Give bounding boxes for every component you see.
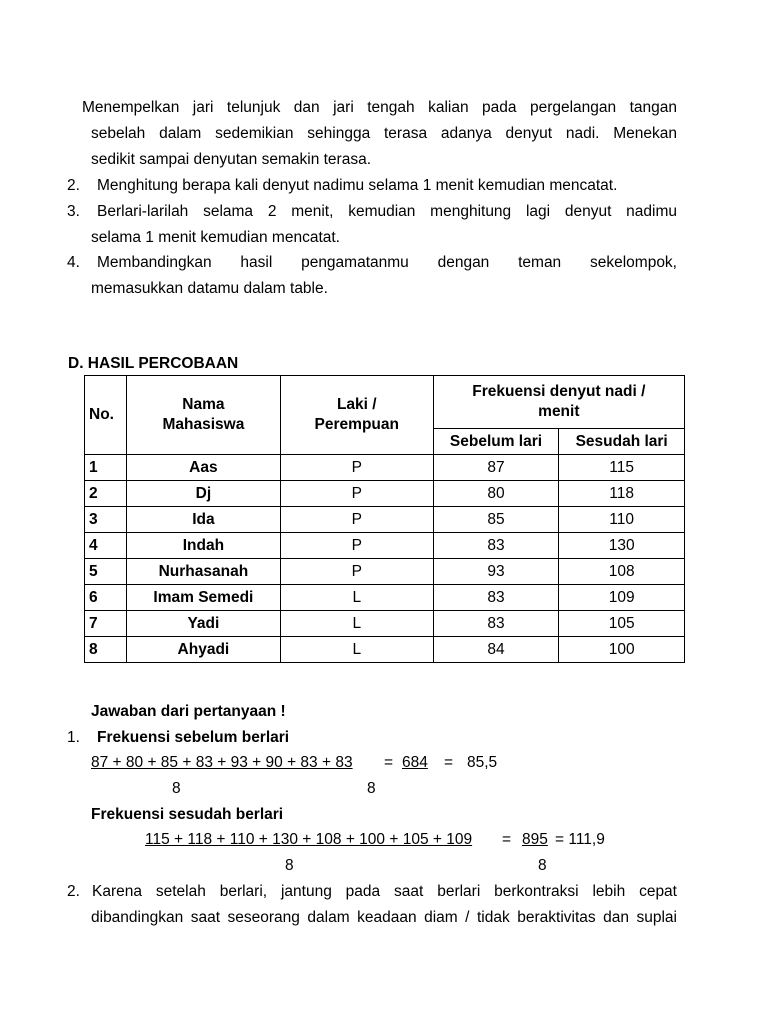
answer1-equals2: = xyxy=(444,754,454,771)
step4-line1: Membandingkan hasil pengamatanmu dengan teman sekelompok, xyxy=(97,254,677,271)
row-after: 108 xyxy=(559,559,685,585)
answers-heading: Jawaban dari pertanyaan ! xyxy=(91,703,286,720)
header-after: Sesudah lari xyxy=(559,429,685,455)
row-after: 118 xyxy=(559,481,685,507)
row-before: 93 xyxy=(433,559,559,585)
row-gender: P xyxy=(280,455,433,481)
row-name: Dj xyxy=(126,481,280,507)
answer1b-expression: 115 + 118 + 110 + 130 + 108 + 100 + 105 + 109 xyxy=(145,831,473,848)
results-table xyxy=(84,375,685,663)
row-after: 110 xyxy=(559,507,685,533)
row-number: 2 xyxy=(85,481,127,507)
row-name: Nurhasanah xyxy=(126,559,280,585)
row-name: Indah xyxy=(126,533,280,559)
table-row xyxy=(85,559,685,585)
answer2-number: 2. xyxy=(67,883,80,900)
row-before: 83 xyxy=(433,611,559,637)
row-after: 105 xyxy=(559,611,685,637)
step1-line2: sebelah dalam sedemikian sehingga terasa adanya denyut nadi. Menekan xyxy=(91,125,677,142)
answer2-line2: dibandingkan saat seseorang dalam keadaan diam / tidak beraktivitas dan suplai xyxy=(91,909,677,926)
row-name: Ahyadi xyxy=(126,637,280,663)
row-gender: L xyxy=(280,611,433,637)
header-nama: Nama Mahasiswa xyxy=(126,376,280,455)
answer1-denominator2: 8 xyxy=(367,780,376,797)
table-row xyxy=(85,585,685,611)
answer1-result: 85,5 xyxy=(467,754,498,771)
table-row xyxy=(85,455,685,481)
row-name: Ida xyxy=(126,507,280,533)
step4-line2: memasukkan datamu dalam table. xyxy=(91,280,328,297)
answer1-expression: 87 + 80 + 85 + 83 + 93 + 90 + 83 + 83 xyxy=(91,754,353,771)
row-gender: L xyxy=(280,637,433,663)
row-number: 8 xyxy=(85,637,127,663)
answer1b-sum: 895 xyxy=(522,831,548,848)
row-before: 84 xyxy=(433,637,559,663)
row-gender: P xyxy=(280,559,433,585)
header-no: No. xyxy=(85,376,127,455)
row-before: 83 xyxy=(433,533,559,559)
header-gender: Laki / Perempuan xyxy=(280,376,433,455)
row-after: 115 xyxy=(559,455,685,481)
row-number: 3 xyxy=(85,507,127,533)
table-row xyxy=(85,611,685,637)
table-row xyxy=(85,507,685,533)
row-name: Aas xyxy=(126,455,280,481)
row-name: Imam Semedi xyxy=(126,585,280,611)
answer1-equals1: = xyxy=(384,754,394,771)
table-row xyxy=(85,637,685,663)
answer1b-result: = 111,9 xyxy=(555,831,605,848)
row-gender: P xyxy=(280,533,433,559)
table-row xyxy=(85,533,685,559)
step1-line1: Menempelkan jari telunjuk dan jari tengah kalian pada pergelangan tangan xyxy=(82,99,677,116)
row-before: 87 xyxy=(433,455,559,481)
step1-line3: sedikit sampai denyutan semakin terasa. xyxy=(91,151,372,168)
row-number: 5 xyxy=(85,559,127,585)
answer1-denominator1: 8 xyxy=(172,780,181,797)
step4-number: 4. xyxy=(67,254,80,271)
answer1b-denominator2: 8 xyxy=(538,857,547,874)
answer1b-denominator1: 8 xyxy=(285,857,294,874)
step2-number: 2. xyxy=(67,177,80,194)
row-number: 1 xyxy=(85,455,127,481)
row-before: 80 xyxy=(433,481,559,507)
row-before: 85 xyxy=(433,507,559,533)
header-before: Sebelum lari xyxy=(433,429,559,455)
answer1b-equals1: = xyxy=(502,831,512,848)
table-row xyxy=(85,481,685,507)
row-number: 6 xyxy=(85,585,127,611)
step3-line2: selama 1 menit kemudian mencatat. xyxy=(91,229,340,246)
step3-line1: Berlari-larilah selama 2 menit, kemudian menghitung lagi denyut nadimu xyxy=(97,203,677,220)
header-frequency: Frekuensi denyut nadi / menit xyxy=(433,376,684,429)
row-after: 100 xyxy=(559,637,685,663)
table-body xyxy=(85,455,685,663)
row-number: 4 xyxy=(85,533,127,559)
row-name: Yadi xyxy=(126,611,280,637)
step3-number: 3. xyxy=(67,203,80,220)
row-number: 7 xyxy=(85,611,127,637)
section-title: D. HASIL PERCOBAAN xyxy=(68,355,239,372)
row-gender: P xyxy=(280,481,433,507)
answer1-title: Frekuensi sebelum berlari xyxy=(97,729,290,746)
row-after: 130 xyxy=(559,533,685,559)
answer1-number: 1. xyxy=(67,729,80,746)
row-gender: L xyxy=(280,585,433,611)
answer1b-title: Frekuensi sesudah berlari xyxy=(91,806,284,823)
answer2-line1: Karena setelah berlari, jantung pada saat berlari berkontraksi lebih cepat xyxy=(92,883,677,900)
row-gender: P xyxy=(280,507,433,533)
row-after: 109 xyxy=(559,585,685,611)
step2-line1: Menghitung berapa kali denyut nadimu selama 1 menit kemudian mencatat. xyxy=(97,177,618,194)
row-before: 83 xyxy=(433,585,559,611)
answer1-sum: 684 xyxy=(402,754,428,771)
